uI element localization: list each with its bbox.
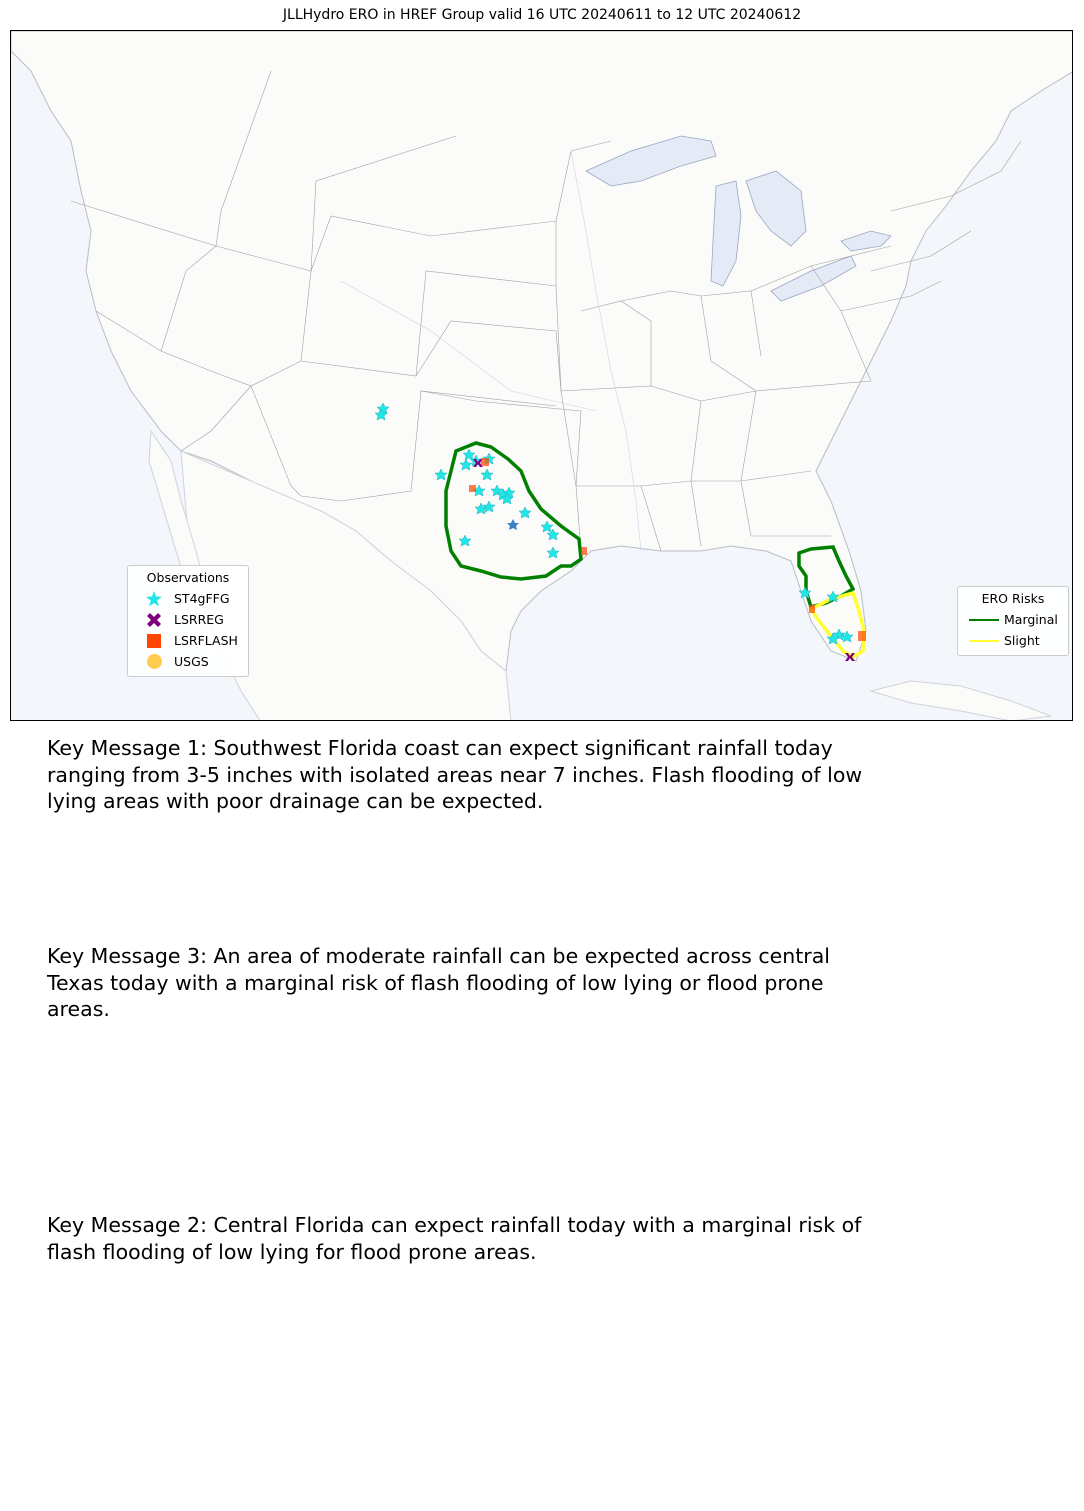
legend-label-marginal: Marginal	[1004, 612, 1058, 627]
observations-legend-title: Observations	[146, 570, 230, 585]
key-message-2: Key Message 2: Central Florida can expect rainfall today with a marginal risk of flash flooding of low lying for flood prone areas.	[47, 1213, 862, 1264]
legend-label-st4gffg: ST4gFFG	[174, 591, 230, 606]
legend-item-usgs	[134, 651, 242, 672]
circle-marker-icon	[134, 654, 174, 669]
legend-label-slight: Slight	[1004, 633, 1040, 648]
ero-legend-title: ERO Risks	[981, 591, 1045, 606]
legend-label-usgs: USGS	[174, 654, 209, 669]
ero-risks-legend	[957, 586, 1069, 656]
observations-legend	[127, 565, 249, 677]
legend-item-lsrflash	[134, 630, 242, 651]
key-message-3: Key Message 3: An area of moderate rainfall can be expected across central Texas today with a marginal risk of flash flooding of low lying or flood prone areas.	[47, 944, 830, 1021]
legend-label-lsrflash: LSRFLASH	[174, 633, 238, 648]
square-marker-icon	[134, 634, 174, 648]
marginal-line-icon	[964, 618, 1004, 622]
legend-item-lsrreg	[134, 609, 242, 630]
star-marker-icon	[134, 591, 174, 607]
legend-item-slight	[964, 630, 1062, 651]
legend-label-lsrreg: LSRREG	[174, 612, 224, 627]
legend-item-st4gffg	[134, 588, 242, 609]
map-title: JLLHydro ERO in HREF Group valid 16 UTC 20240611 to 12 UTC 20240612	[282, 7, 802, 23]
legend-item-marginal	[964, 609, 1062, 630]
x-marker-icon	[134, 613, 174, 627]
slight-line-icon	[964, 639, 1004, 643]
key-message-1: Key Message 1: Southwest Florida coast can expect significant rainfall today ranging from 3-5 inches with isolated areas near 7 inches. Flash flooding of low lying areas with poor drainage can be expected.	[47, 736, 863, 813]
